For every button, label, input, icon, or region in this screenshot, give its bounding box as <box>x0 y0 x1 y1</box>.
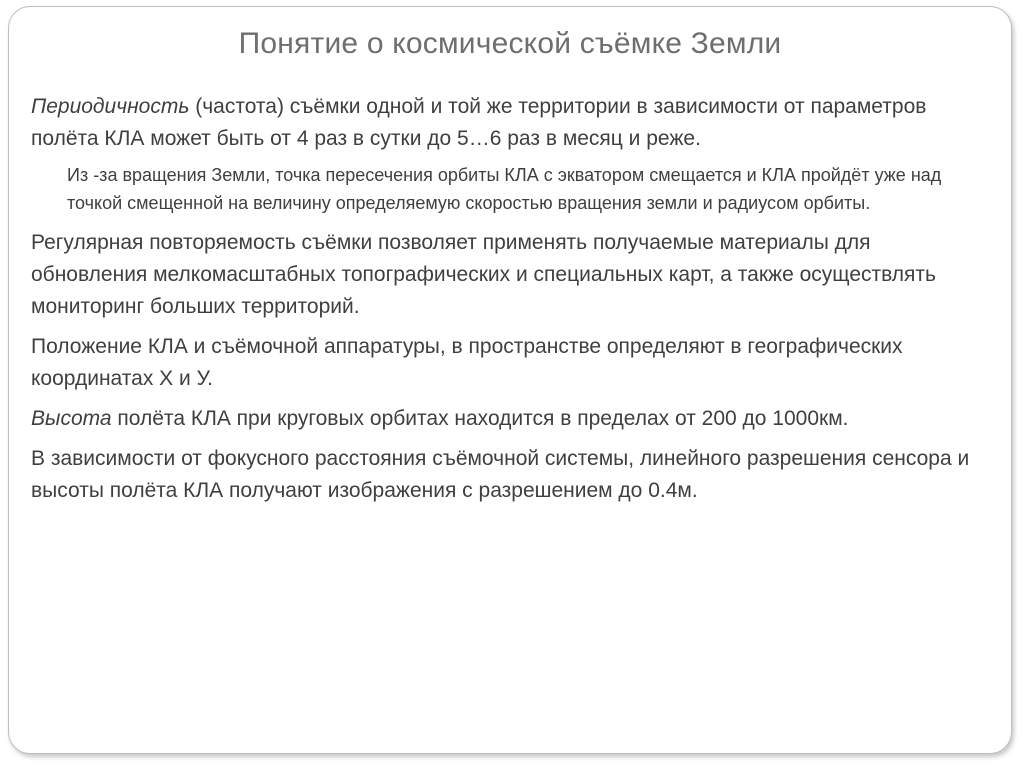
paragraph-regular-repeatability: Регулярная повторяемость съёмки позволяет применять получаемые материалы для обновления мелкомасштабных топографических и специальных карт, а также осуществлять мониторинг больших территорий. <box>31 231 936 318</box>
sub-paragraph-earth-rotation: Из -за вращения Земли, точка пересечения орбиты КЛА с экватором смещается и КЛА пройдёт уже над точкой смещенной на величину определяемую скоростью вращения земли и радиусом орбиты. <box>67 165 942 213</box>
slide <box>8 6 1012 754</box>
paragraph-position: Положение КЛА и съёмочной аппаратуры, в пространстве определяют в географических координатах Х и У. <box>31 335 903 390</box>
slide-title: Понятие о космической съёмке Земли <box>238 27 782 60</box>
paragraph-altitude <box>31 403 991 435</box>
paragraph-resolution: В зависимости от фокусного расстояния съёмочной системы, линейного разрешения сенсора и высоты полёта КЛА получают изображения с разрешением до 0.4м. <box>31 447 970 502</box>
periodicity-text: (частота) съёмки одной и той же территории в зависимости от параметров полёта КЛА может быть от 4 раз в сутки до 5…6 раз в месяц и реже. <box>31 95 927 150</box>
paragraph-periodicity <box>31 91 991 155</box>
altitude-term: Высота <box>31 407 112 430</box>
periodicity-term: Периодичность <box>31 95 190 118</box>
altitude-text: полёта КЛА при круговых орбитах находится в пределах от 200 до 1000км. <box>111 407 849 430</box>
slide-body <box>31 91 991 515</box>
